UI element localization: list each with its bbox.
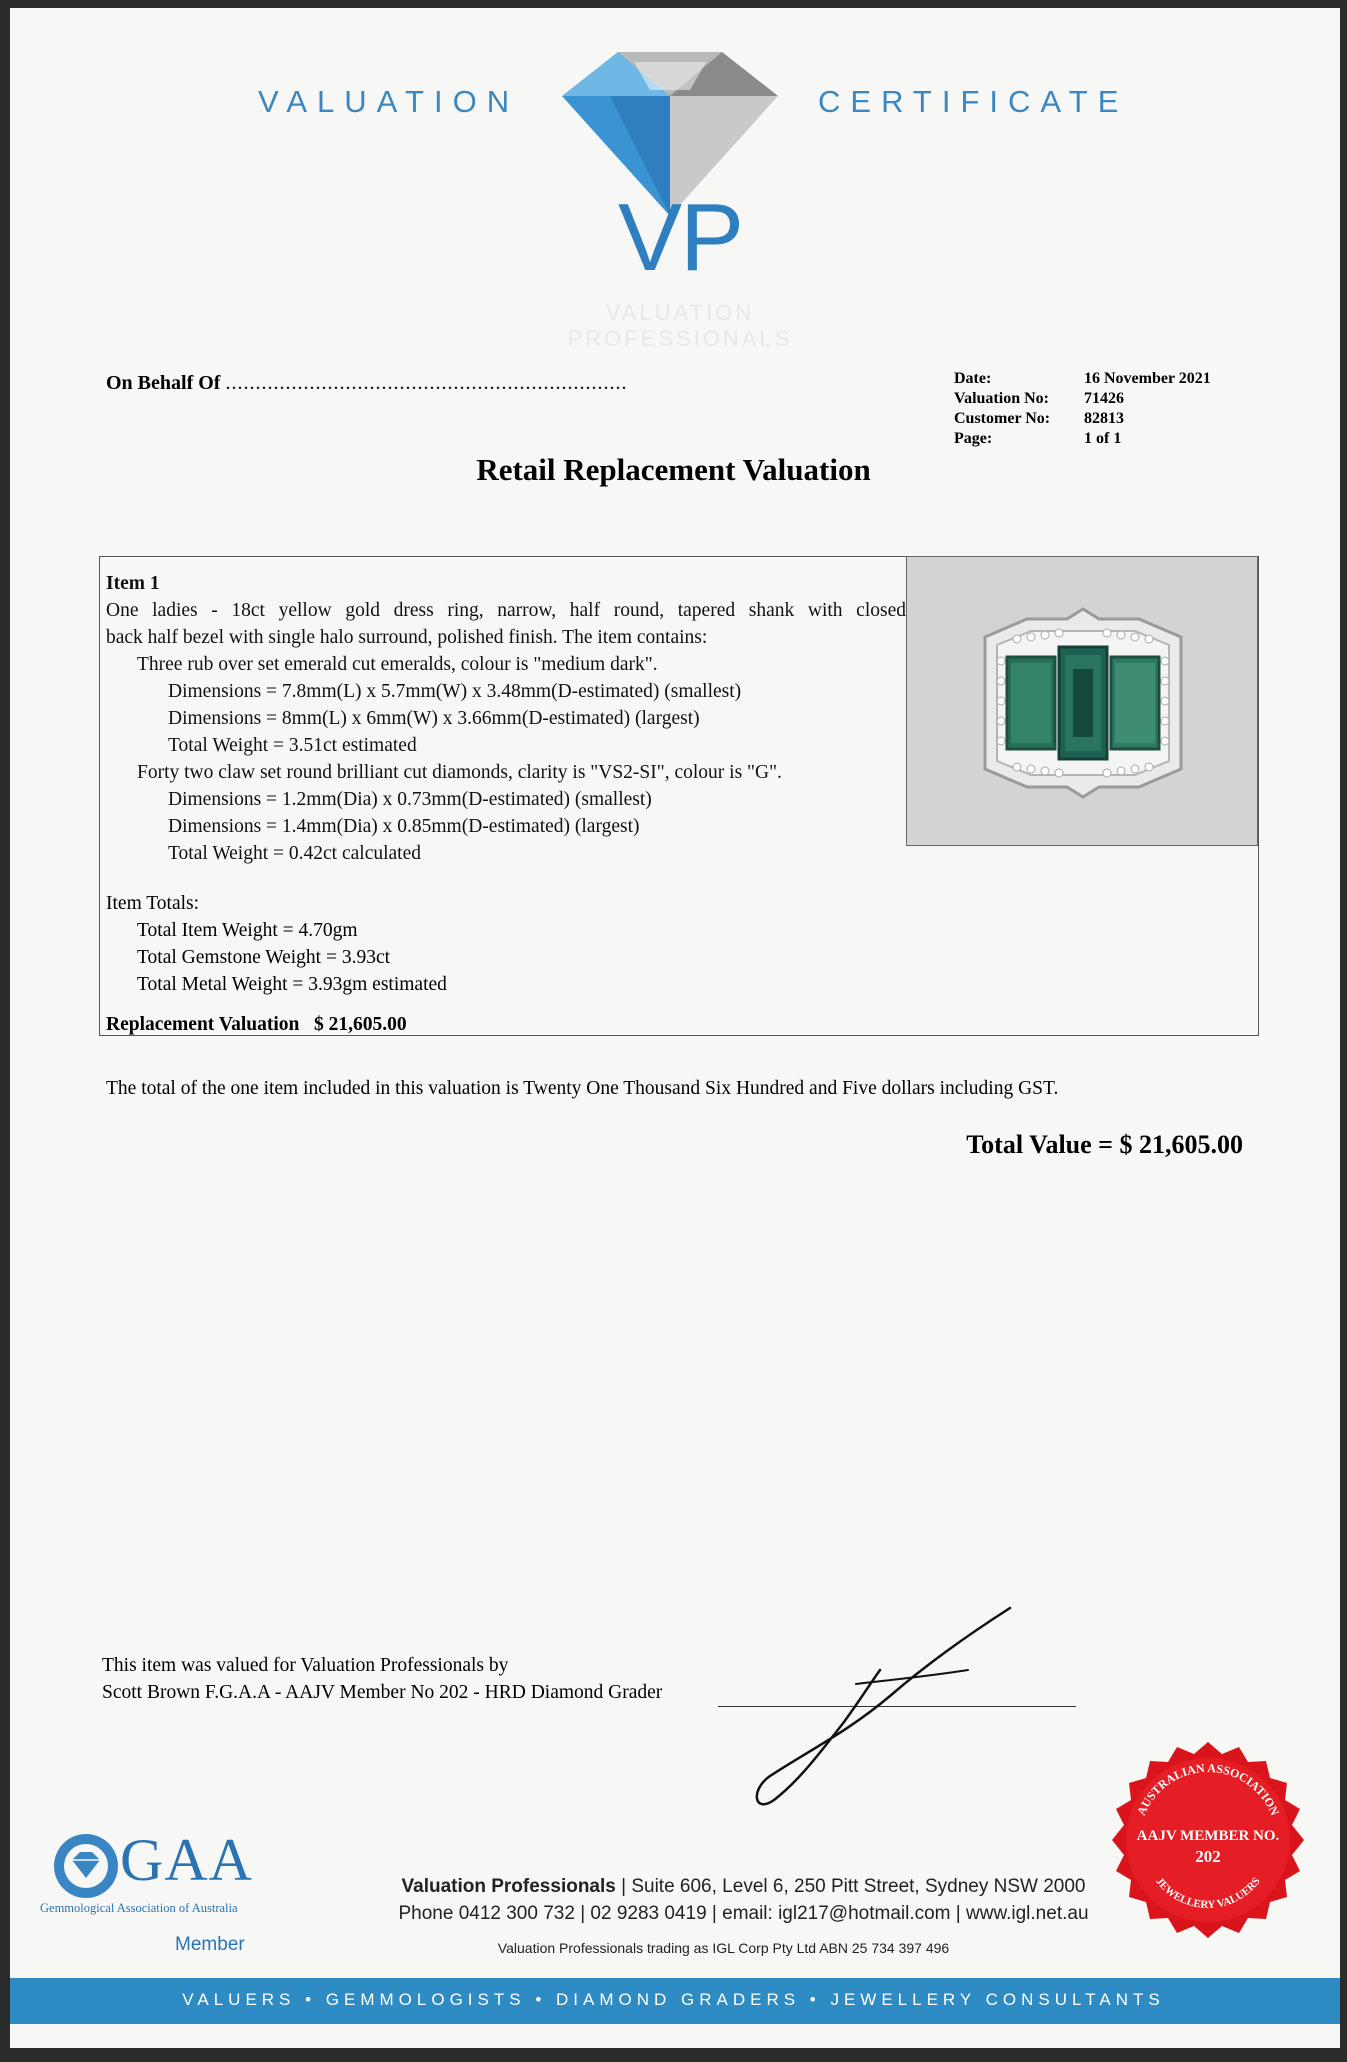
diamond-dimensions-largest: Dimensions = 1.4mm(Dia) x 0.85mm(D-estimated) (largest) bbox=[168, 816, 640, 837]
total-value: Total Value = $ 21,605.00 bbox=[966, 1130, 1243, 1159]
item-description bbox=[106, 570, 906, 867]
meta-key: Customer No: bbox=[954, 410, 1051, 427]
logo-subtitle-line2: PROFESSIONALS bbox=[567, 326, 793, 351]
replacement-valuation bbox=[106, 1014, 407, 1036]
svg-text:202: 202 bbox=[1195, 1847, 1221, 1866]
item-desc-line2: back half bezel with single halo surround, polished finish. The item contains: bbox=[106, 627, 708, 648]
meta-value: 71426 bbox=[1084, 390, 1124, 407]
emerald-ring-image bbox=[907, 557, 1258, 846]
meta-value: 82813 bbox=[1084, 410, 1124, 427]
handwritten-signature bbox=[740, 1600, 1040, 1820]
meta-value: 1 of 1 bbox=[1084, 430, 1122, 447]
diamonds-line: Forty two claw set round brilliant cut diamonds, clarity is "VS2-SI", colour is "G". bbox=[137, 762, 782, 783]
document-title: Retail Replacement Valuation bbox=[476, 452, 871, 487]
meta-row-customer-no bbox=[954, 410, 1211, 430]
footer-company: Valuation Professionals bbox=[401, 1876, 616, 1897]
replacement-valuation-label: Replacement Valuation bbox=[106, 1014, 300, 1035]
total-item-weight: Total Item Weight = 4.70gm bbox=[137, 920, 358, 941]
valued-by bbox=[102, 1652, 662, 1706]
item-heading: Item 1 bbox=[106, 573, 160, 594]
gaa-association: Gemmological Association of Australia bbox=[40, 1901, 238, 1915]
svg-text:AUSTRALIAN ASSOCIATION: AUSTRALIAN ASSOCIATION bbox=[1134, 1760, 1282, 1818]
ring-photo bbox=[906, 556, 1258, 846]
header-certificate-word: CERTIFICATE bbox=[818, 84, 1129, 119]
logo-subtitle bbox=[560, 300, 800, 352]
item-desc-line1: One ladies - 18ct yellow gold dress ring, narrow, half round, tapered shank with closed bbox=[106, 600, 906, 621]
emerald-dimensions-smallest: Dimensions = 7.8mm(L) x 5.7mm(W) x 3.48mm(D-estimated) (smallest) bbox=[168, 681, 742, 702]
total-gemstone-weight: Total Gemstone Weight = 3.93ct bbox=[137, 947, 391, 968]
footer-address: | Suite 606, Level 6, 250 Pitt Street, Sydney NSW 2000 bbox=[621, 1876, 1086, 1897]
emerald-total-weight: Total Weight = 3.51ct estimated bbox=[168, 735, 417, 756]
gst-sentence: The total of the one item included in this valuation is Twenty One Thousand Six Hundred and Five dollars including GST. bbox=[106, 1078, 1059, 1099]
footer-trading: Valuation Professionals trading as IGL Corp Pty Ltd ABN 25 734 397 496 bbox=[497, 1940, 950, 1956]
svg-text:AAJV MEMBER NO.: AAJV MEMBER NO. bbox=[1136, 1828, 1280, 1844]
diamond-total-weight: Total Weight = 0.42ct calculated bbox=[168, 843, 421, 864]
gaa-member-label: Member bbox=[175, 1934, 245, 1955]
valued-by-line1: This item was valued for Valuation Professionals by bbox=[102, 1655, 509, 1676]
logo-initials: VP bbox=[618, 184, 743, 291]
services-band-text: VALUERS • GEMMOLOGISTS • DIAMOND GRADERS • JEWELLERY CONSULTANTS bbox=[182, 1990, 1165, 2009]
footer-address-line bbox=[0, 1876, 1347, 1898]
meta-row-date bbox=[954, 370, 1211, 390]
emerald-dimensions-largest: Dimensions = 8mm(L) x 6mm(W) x 3.66mm(D-estimated) (largest) bbox=[168, 708, 700, 729]
svg-text:JEWELLERY VALUERS: JEWELLERY VALUERS bbox=[1153, 1875, 1263, 1912]
diamond-dimensions-smallest: Dimensions = 1.2mm(Dia) x 0.73mm(D-estimated) (smallest) bbox=[168, 789, 652, 810]
meta-key: Page: bbox=[954, 430, 993, 447]
meta-value: 16 November 2021 bbox=[1084, 370, 1211, 387]
meta-key: Valuation No: bbox=[954, 390, 1049, 407]
item-totals bbox=[106, 890, 447, 998]
item-totals-heading: Item Totals: bbox=[106, 893, 200, 914]
total-metal-weight: Total Metal Weight = 3.93gm estimated bbox=[137, 974, 447, 995]
header-valuation-word: VALUATION bbox=[258, 84, 520, 119]
valued-by-line2: Scott Brown F.G.A.A - AAJV Member No 202 - HRD Diamond Grader bbox=[102, 1682, 663, 1703]
footer-contact: Phone 0412 300 732 | 02 9283 0419 | email: igl217@hotmail.com | www.igl.net.au bbox=[398, 1903, 1089, 1924]
meta-row-valuation-no bbox=[954, 390, 1211, 410]
emeralds-line: Three rub over set emerald cut emeralds, colour is "medium dark". bbox=[137, 654, 658, 675]
gaa-name: GAA bbox=[120, 1827, 253, 1893]
on-behalf-dots: ................................................................... bbox=[225, 372, 628, 394]
meta-row-page bbox=[954, 430, 1211, 450]
on-behalf-of bbox=[106, 372, 627, 395]
replacement-valuation-value: $ 21,605.00 bbox=[314, 1014, 407, 1035]
meta-key: Date: bbox=[954, 370, 992, 387]
valuation-meta bbox=[954, 370, 1211, 450]
logo-subtitle-line1: VALUATION bbox=[605, 300, 755, 325]
on-behalf-label: On Behalf Of bbox=[106, 372, 221, 394]
